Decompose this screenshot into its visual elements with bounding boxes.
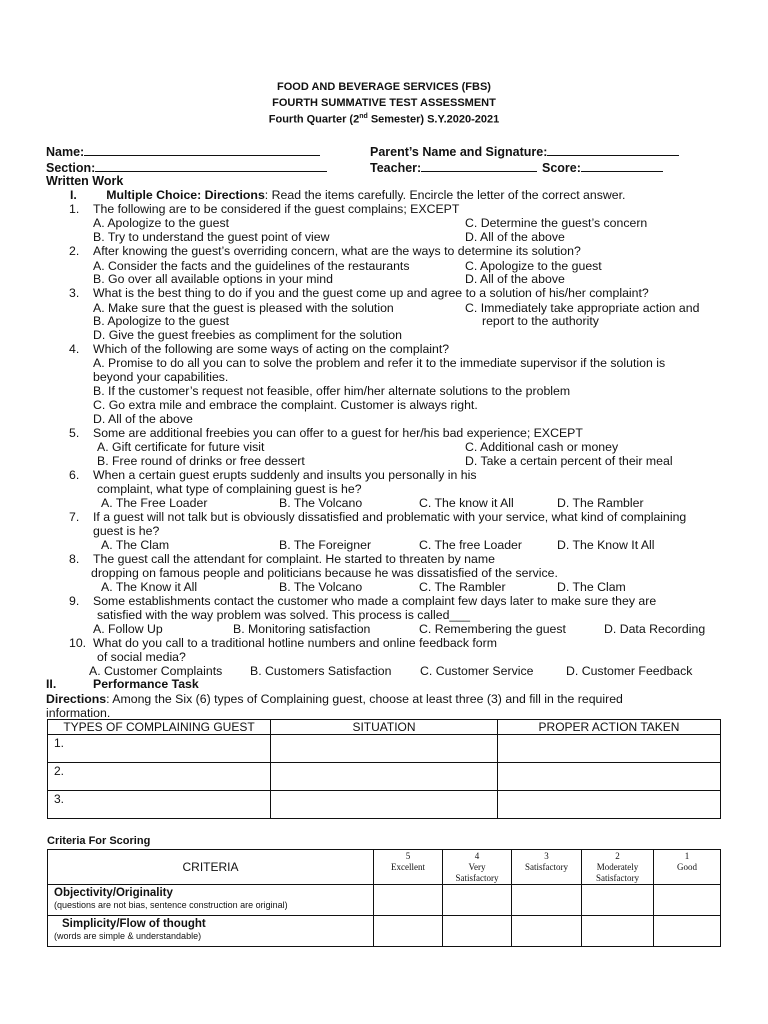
section-field[interactable] [46,160,327,175]
level-3 [512,850,582,885]
criteria-row-note: (words are simple & understandable) [54,931,202,941]
q5-option-b[interactable]: B. Free round of drinks or free dessert [97,454,305,468]
q6-text-cont: complaint, what type of complaining guest is he? [97,482,362,496]
q3-option-a[interactable]: A. Make sure that the guest is pleased with the solution [93,301,394,315]
part1-dir-label: : Directions [197,188,265,202]
score-cell[interactable] [512,885,582,916]
q10-option-c[interactable]: C. Customer Service [420,664,534,678]
action-cell[interactable] [498,763,721,791]
q9-option-c[interactable]: C. Remembering the guest [419,622,566,636]
q1-option-d[interactable]: D. All of the above [465,230,565,244]
level-label: Good [677,862,697,872]
q9-num: 9. [69,594,80,608]
q10-option-a[interactable]: A. Customer Complaints [89,664,223,678]
part1-heading [70,188,625,202]
level-label-2: Satisfactory [596,873,639,883]
semester-text: Semester) S.Y.2020-2021 [367,113,500,126]
score-cell[interactable] [512,916,582,947]
q9-text: Some establishments contact the customer who made a complaint few days later to make sure they are [93,594,657,608]
q2-option-a[interactable]: A. Consider the facts and the guidelines of the restaurants [93,259,410,273]
q9-option-b[interactable]: B. Monitoring satisfaction [233,622,371,636]
criteria-cell [48,916,374,947]
q7-option-d[interactable]: D. The Know It All [557,538,655,552]
q9-option-a[interactable]: A. Follow Up [93,622,163,636]
q4-text: Which of the following are some ways of acting on the complaint? [93,342,450,356]
q10-text-cont: of social media? [97,650,186,664]
part2-dir-text: : Among the Six (6) types of Complaining guest, choose at least three (3) and fill in the required [106,692,623,706]
q1-option-b[interactable]: B. Try to understand the guest point of view [93,230,330,244]
q7-option-b[interactable]: B. The Foreigner [279,538,372,552]
q7-text-cont: guest is he? [93,524,160,538]
level-num: 2 [615,851,620,861]
q8-text-cont: dropping on famous people and politicians because he was dissatisfied of the service. [91,566,558,580]
q1-option-a[interactable]: A. Apologize to the guest [93,216,230,230]
score-cell[interactable] [582,885,654,916]
q8-option-a[interactable]: A. The Know it All [101,580,198,594]
part1-title: Multiple Choice [106,188,198,202]
q3-option-c-cont: report to the authority [482,314,599,328]
q8-text: The guest call the attendant for complaint. He started to threaten by name [93,552,495,566]
title-line-1: FOOD AND BEVERAGE SERVICES (FBS) [277,81,491,93]
q2-text: After knowing the guest’s overriding concern, what are the ways to determine its solution? [93,244,581,258]
q4-option-c[interactable]: C. Go extra mile and embrace the complaint. Customer is always right. [93,398,478,412]
row-number-cell[interactable]: 3. [48,791,271,819]
q7-num: 7. [69,510,80,524]
level-label: Very [468,862,486,872]
q5-num: 5. [69,426,80,440]
level-num: 5 [405,851,411,861]
name-line[interactable] [84,144,320,156]
q9-text-cont: satisfied with the way problem was solved. This process is called___ [97,608,470,622]
level-label-2: Satisfactory [455,873,499,883]
q6-option-c[interactable]: C. The know it All [419,496,514,510]
q3-option-d[interactable]: D. Give the guest freebies as compliment for the solution [93,328,402,342]
q5-option-a[interactable]: A. Gift certificate for future visit [97,440,265,454]
q10-text: What do you call to a traditional hotline numbers and online feedback form [93,636,497,650]
table-row [48,916,721,947]
q5-text: Some are additional freebies you can offer to a guest for her/his bad experience; EXCEPT [93,426,583,440]
q8-num: 8. [69,552,80,566]
q9-option-d[interactable]: D. Data Recording [604,622,706,636]
criteria-row-title: Objectivity/Originality [54,887,173,899]
q7-text: If a guest will not talk but is obviously dissatisfied and problematic with your service, what kind of complaining [93,510,687,524]
parent-label: Parent’s Name and Signature: [370,145,548,159]
q7-option-a[interactable]: A. The Clam [101,538,170,552]
q6-text: When a certain guest erupts suddenly and insults you personally in his [93,468,477,482]
score-cell[interactable] [654,885,721,916]
table-row [48,885,721,916]
action-cell[interactable] [498,791,721,819]
q2-option-d[interactable]: D. All of the above [465,272,565,286]
row-number-cell[interactable]: 1. [48,735,271,763]
criteria-title: Criteria For Scoring [47,835,151,847]
table-row [48,763,721,791]
q3-option-c[interactable]: C. Immediately take appropriate action and [465,301,700,315]
score-label: Score: [542,161,581,175]
task-table [47,719,721,819]
q6-num: 6. [69,468,80,482]
level-label: Moderately [596,862,639,872]
q4-num: 4. [69,342,80,356]
score-cell[interactable] [374,885,443,916]
q2-option-b[interactable]: B. Go over all available options in your mind [93,272,333,286]
quarter-sup: nd [359,113,368,120]
title-line-2: FOURTH SUMMATIVE TEST ASSESSMENT [272,97,496,109]
part2-directions [46,692,721,706]
level-4 [443,850,512,885]
parent-line[interactable] [547,144,679,156]
criteria-row-note: (questions are not bias, sentence construction are original) [54,900,288,910]
q4-option-d[interactable]: D. All of the above [93,412,193,426]
level-label: Excellent [391,862,425,872]
score-line[interactable] [581,160,663,172]
q1-text: The following are to be considered if the guest complains; EXCEPT [93,202,460,216]
q7-option-c[interactable]: C. The free Loader [419,538,522,552]
task-table-header-row [48,720,721,735]
q8-option-c[interactable]: C. The Rambler [419,580,506,594]
situation-cell[interactable] [271,735,498,763]
section-line[interactable] [95,160,327,172]
q5-option-d[interactable]: D. Take a certain percent of their meal [465,454,673,468]
parent-field[interactable] [370,144,679,159]
q4-option-a-cont: beyond your capabilities. [93,370,229,384]
header-types: TYPES OF COMPLAINING GUEST [48,720,271,735]
row-number-cell[interactable]: 2. [48,763,271,791]
q10-option-d[interactable]: D. Customer Feedback [566,664,693,678]
action-cell[interactable] [498,735,721,763]
header-action: PROPER ACTION TAKEN [498,720,721,735]
part2-dir-label: Directions [46,692,107,706]
teacher-label: Teacher: [370,161,422,175]
q1-num: 1. [69,202,80,216]
score-cell[interactable] [443,885,512,916]
teacher-field[interactable] [370,160,537,175]
score-cell[interactable] [582,916,654,947]
score-cell[interactable] [654,916,721,947]
written-work-heading: Written Work [46,174,124,188]
name-label: Name: [46,145,85,159]
part2-num: II. [46,677,57,691]
q1-option-c[interactable]: C. Determine the guest’s concern [465,216,648,230]
level-num: 1 [684,851,690,861]
q6-option-a[interactable]: A. The Free Loader [101,496,208,510]
criteria-row-title: Simplicity/Flow of thought [62,918,206,930]
q3-num: 3. [69,286,80,300]
section-label: Section: [46,161,96,175]
level-1 [654,850,721,885]
part1-num: I. [70,188,77,202]
q4-option-a[interactable]: A. Promise to do all you can to solve the problem and refer it to the immediate supervisor if the solution is [93,356,666,370]
part2-dir-cont: information. [46,706,111,720]
quarter-text: Fourth Quarter (2 [268,113,360,126]
part1-dir-text: : Read the items carefully. Encircle the letter of the correct answer. [264,188,626,202]
q3-option-b[interactable]: B. Apologize to the guest [93,314,230,328]
situation-cell[interactable] [271,763,498,791]
q6-option-d[interactable]: D. The Rambler [557,496,644,510]
q3-text: What is the best thing to do if you and the guest come up and agree to a solution of his/her complaint? [93,286,649,300]
level-5 [374,850,443,885]
criteria-cell [48,885,374,916]
criteria-table [47,849,721,947]
criteria-header: CRITERIA [48,850,374,885]
criteria-header-row [48,850,721,885]
name-field[interactable] [46,144,320,159]
part2-title: Performance Task [93,677,199,691]
level-num: 4 [474,851,480,861]
teacher-line[interactable] [421,160,537,172]
table-row [48,791,721,819]
level-num: 3 [544,851,549,861]
situation-cell[interactable] [271,791,498,819]
score-cell[interactable] [374,916,443,947]
title-line-3 [0,113,768,126]
table-row [48,735,721,763]
level-label: Satisfactory [525,862,568,872]
q10-num: 10. [69,636,87,650]
header-situation: SITUATION [271,720,498,735]
level-2 [582,850,654,885]
q4-option-b[interactable]: B. If the customer’s request not feasible, offer him/her alternate solutions to the problem [93,384,571,398]
q10-option-b[interactable]: B. Customers Satisfaction [250,664,392,678]
score-cell[interactable] [443,916,512,947]
q2-option-c[interactable]: C. Apologize to the guest [465,259,602,273]
q2-num: 2. [69,244,80,258]
q5-option-c[interactable]: C. Additional cash or money [465,440,619,454]
q6-option-b[interactable]: B. The Volcano [279,496,363,510]
q8-option-b[interactable]: B. The Volcano [279,580,363,594]
q8-option-d[interactable]: D. The Clam [557,580,626,594]
score-field[interactable] [542,160,663,175]
